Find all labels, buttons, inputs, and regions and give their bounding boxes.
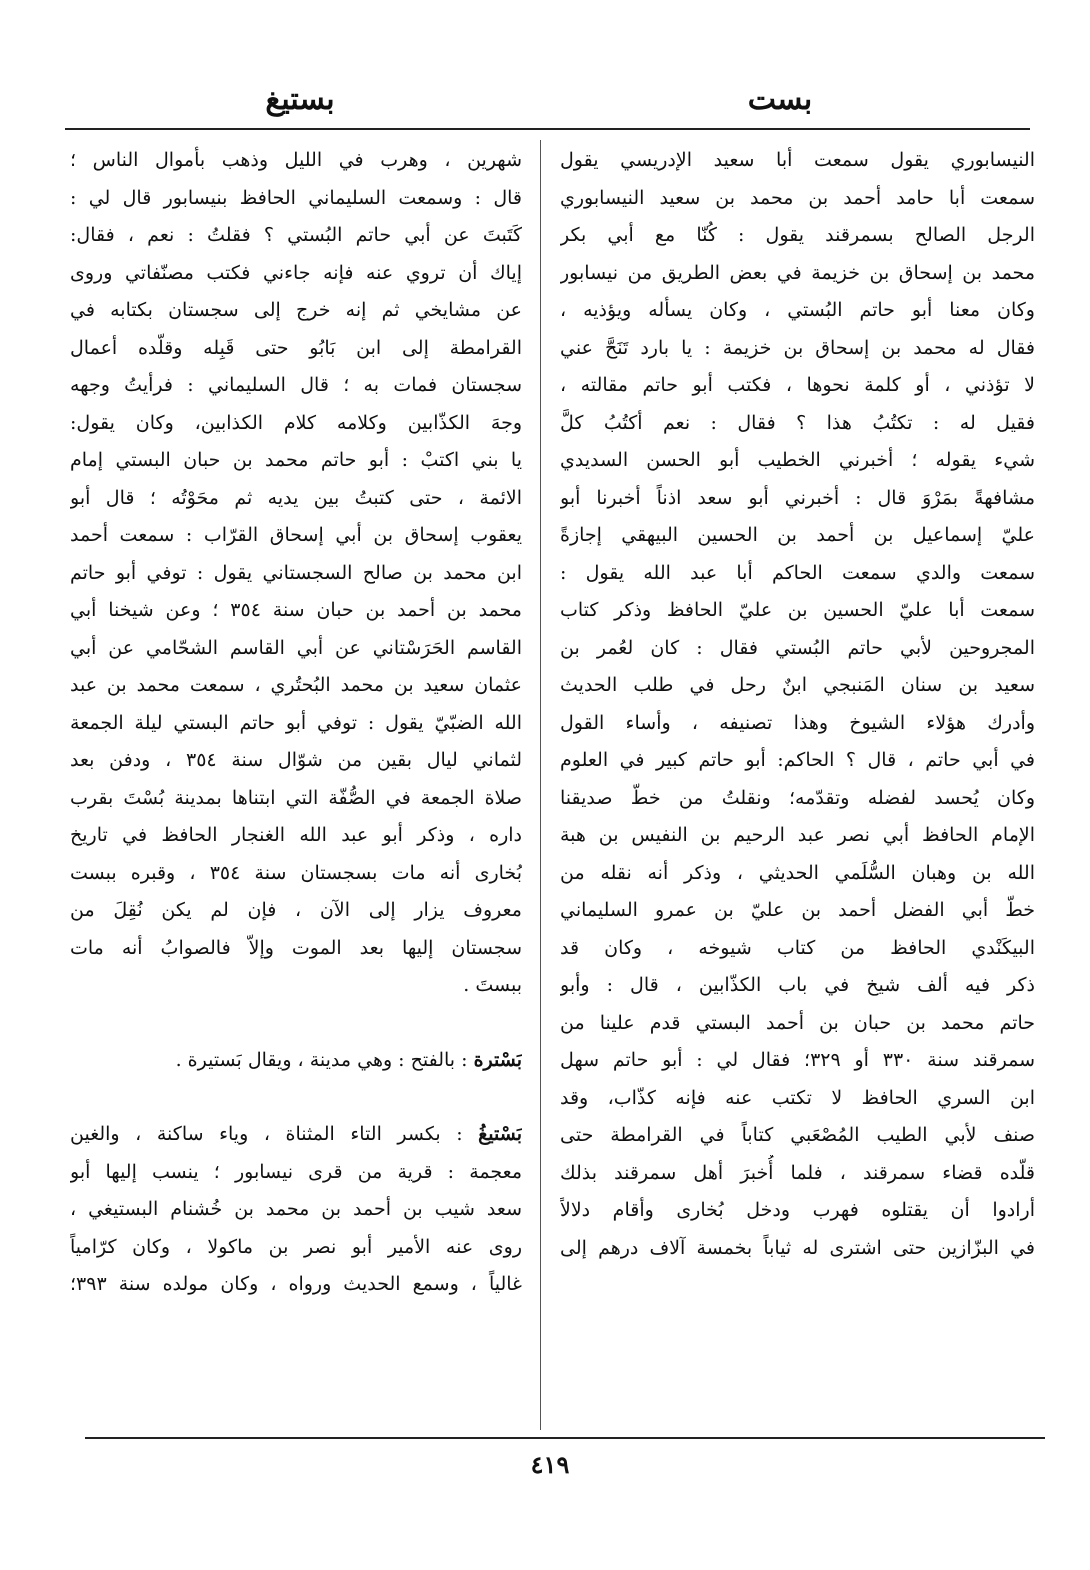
text-line: فقيل له : تكتُبُ هذا ؟ فقال : نعم أكتُبُ كلَّ <box>560 411 1035 434</box>
text-line: القرامطة إلى ابن بَابُو حتى قَبِله وقلّده أعمال <box>70 336 522 359</box>
text-line: وجهَ الكذّابين وكلامه كلام الكذابين، وكان يقول: <box>70 411 522 434</box>
text-line: وكان يُحسد لفضله وتقدّمه؛ ونقلتُ من خطّ صديقنا <box>560 786 1035 809</box>
text-line: عثمان سعيد بن محمد البُحتُري ، سمعت محمد بن عبد <box>70 674 522 696</box>
text-line: عليّ إسماعيل بن أحمد بن الحسين البيهقي إجازةً <box>560 524 1035 546</box>
entry-text: : بالفتح : وهي مدينة ، ويقال بَستيرة . <box>175 1048 474 1071</box>
text-line: بُخارى أنه مات بسجستان سنة ٣٥٤ ، وقبره ببست <box>70 861 522 884</box>
page-number: ٤١٩ <box>530 1450 570 1479</box>
running-header-right: بست <box>747 82 813 117</box>
entry-line: سعد شيب بن أحمد بن محمد بن خُشنام البستيغي ، <box>70 1198 522 1220</box>
entry-spacer <box>70 1005 522 1042</box>
text-line: الإمام الحافظ أبي نصر عبد الرحيم بن النفيس بن هبة <box>560 824 1035 846</box>
text-line: داره ، وذكر أبو عبد الله الغنجار الحافظ في تاريخ <box>70 824 522 846</box>
text-line: يعقوب إسحاق بن أبي إسحاق القرّاب : سمعت أحمد <box>70 524 522 546</box>
text-line: محمد بن أحمد بن حبان سنة ٣٥٤ ؛ وعن شيخنا أبي <box>70 599 522 621</box>
entry-line: غالياً ، وسمع الحديث ورواه ، وكان مولده سنة ٣٩٣؛ <box>70 1273 522 1295</box>
text-line: وكان معنا أبو حاتم البُستي ، وكان يسأله ويؤذيه ، <box>560 299 1035 321</box>
text-line: القاسم الحَرَسْتاني عن أبي القاسم الشحّامي عن أبي <box>70 636 522 659</box>
text-line: أرادوا أن يقتلوه فهرب ودخل بُخارى وأقام دلالاً <box>560 1199 1035 1221</box>
text-line: لثماني ليال بقين من شوّال سنة ٣٥٤ ، ودفن بعد <box>70 749 522 771</box>
running-header-left: بستيغ <box>265 82 335 117</box>
text-line: قلّده قضاء سمرقند ، فلما أُخبرَ أهل سمرقند بذلك <box>560 1161 1035 1184</box>
text-line: قال : وسمعت السليماني الحافظ بنيسابور قال لي : <box>70 186 522 209</box>
text-line: الائمة ، حتى كتبتُ بين يديه ثم محَوْتُه ؛ قال أبو <box>70 486 522 509</box>
text-line: كَتَبتَ عن أبي حاتم البُستي ؟ فقلتُ : نعم ، فقال: <box>70 224 522 246</box>
text-line: فقال له محمد بن إسحاق بن خزيمة : يا بارد تَنَحَّ عني <box>560 336 1035 359</box>
text-line: سجستان إليها بعد الموت وإلاّ فالصوابُ أنه مات <box>70 936 522 959</box>
column-divider <box>540 140 541 1430</box>
text-line: الله الضبّيّ يقول : توفي أبو حاتم البستي ليلة الجمعة <box>70 711 522 734</box>
text-line: في البزّازين حتى اشترى له ثياباً بخمسة آلاف درهم إلى <box>560 1236 1035 1259</box>
text-line: شيء يقوله ؛ أخبرني الخطيب أبو الحسن السديدي <box>560 449 1035 471</box>
text-line: المجروحين لأبي حاتم البُستي فقال : كان لعُمر بن <box>560 636 1035 659</box>
header-rule <box>65 128 1030 130</box>
text-line: إياك أن تروي عنه فإنه جاءني فكتب مصنّفاتي وروى <box>70 261 522 284</box>
entry-spacer <box>70 1079 522 1116</box>
text-line: وأدرك هؤلاء الشيوخ وهذا تصنيفه ، وأساء القول <box>560 711 1035 734</box>
footer-rule <box>85 1437 1045 1439</box>
text-line: يا بني اكتبْ : أبو حاتم محمد بن حبان البستي إمام <box>70 449 522 471</box>
text-line: ببستَ . <box>463 974 522 996</box>
text-line: سمعت أبا حامد أحمد بن محمد بن سعيد النيسابوري <box>560 186 1035 209</box>
text-line: سعيد بن سنان المَنبجي ابنٌ رحل في طلب الحديث <box>560 674 1035 696</box>
text-line: سمعت والدي سمعت الحاكم أبا عبد الله يقول : <box>560 561 1035 584</box>
text-line: في أبي حاتم ، قال ؟ الحاكم: أبو حاتم كبير في العلوم <box>560 749 1035 771</box>
text-line: الله بن وهبان السُّلَمي الحديثي ، وذكر أنه نقله من <box>560 861 1035 884</box>
text-line: شهرين ، وهرب في الليل وذهب بأموال الناس ؛ <box>70 149 522 171</box>
entry-line: روى عنه الأمير أبو نصر بن ماكولا ، وكان كرّامياً <box>70 1235 522 1258</box>
text-line: الرجل الصالح بسمرقند يقول : كُنّا مع أبي بكر <box>560 224 1035 246</box>
text-line: لا تؤذني ، أو كلمة نحوها ، فكتب أبو حاتم مقالته ، <box>560 374 1035 396</box>
entry-line: معجمة : قرية من قرى نيسابور ؛ ينسب إليها أبو <box>70 1160 522 1183</box>
right-column <box>560 142 1035 1267</box>
entry-line <box>70 1042 522 1080</box>
text-line: النيسابوري يقول سمعت أبا سعيد الإدريسي يقول <box>560 149 1035 171</box>
entry-headword: بَسْترة <box>473 1048 522 1071</box>
text-line: سمعت أبا عليّ الحسين بن عليّ الحافظ وذكر كتاب <box>560 599 1035 621</box>
left-column <box>70 142 522 1304</box>
text-line: ابن محمد بن صالح السجستاني يقول : توفي أبو حاتم <box>70 561 522 584</box>
text-line: صنف لأبي الطيب المُصْعَبي كتاباً في القرامطة حتى <box>560 1124 1035 1146</box>
text-line: حاتم محمد بن حبان بن أحمد البستي قدم علينا من <box>560 1011 1035 1034</box>
text-line: البيكَنْدي الحافظ من كتاب شيوخه ، وكان قد <box>560 936 1035 959</box>
entry-text: : بكسر التاء المثناة ، وياء ساكنة ، والغين <box>70 1123 479 1145</box>
text-line: خطّ أبي الفضل أحمد بن عليّ بن عمرو السليماني <box>560 899 1035 921</box>
text-line: محمد بن إسحاق بن خزيمة في بعض الطريق من نيسابور <box>560 261 1035 284</box>
text-line: سجستان فمات به ؛ قال السليماني : فرأيتُ وجهه <box>70 374 522 396</box>
entry-line <box>70 1116 522 1154</box>
text-line: صلاة الجمعة في الصُّفّة التي ابتناها بمدينة بُسْتَ بقرب <box>70 786 522 809</box>
text-line: عن مشايخي ثم إنه خرج إلى سجستان بكتابه في <box>70 299 522 321</box>
text-line: سمرقند سنة ٣٣٠ أو ٣٢٩؛ فقال لي : أبو حاتم سهل <box>560 1049 1035 1071</box>
entry-headword: بَسْتيغُ <box>478 1123 522 1145</box>
text-line: ابن السري الحافظ لا تكتب عنه فإنه كذّاب، وقد <box>560 1086 1035 1109</box>
text-line: مشافهةً بمَرْوَ قال : أخبرني أبو سعد اذناً أخبرنا أبو <box>560 486 1035 509</box>
text-line: ذكر فيه ألف شيخ في باب الكذّابين ، قال : وأبو <box>560 974 1035 996</box>
text-line: معروف يزار إلى الآن ، فإن لم يكن نُقِلَ من <box>70 899 522 921</box>
